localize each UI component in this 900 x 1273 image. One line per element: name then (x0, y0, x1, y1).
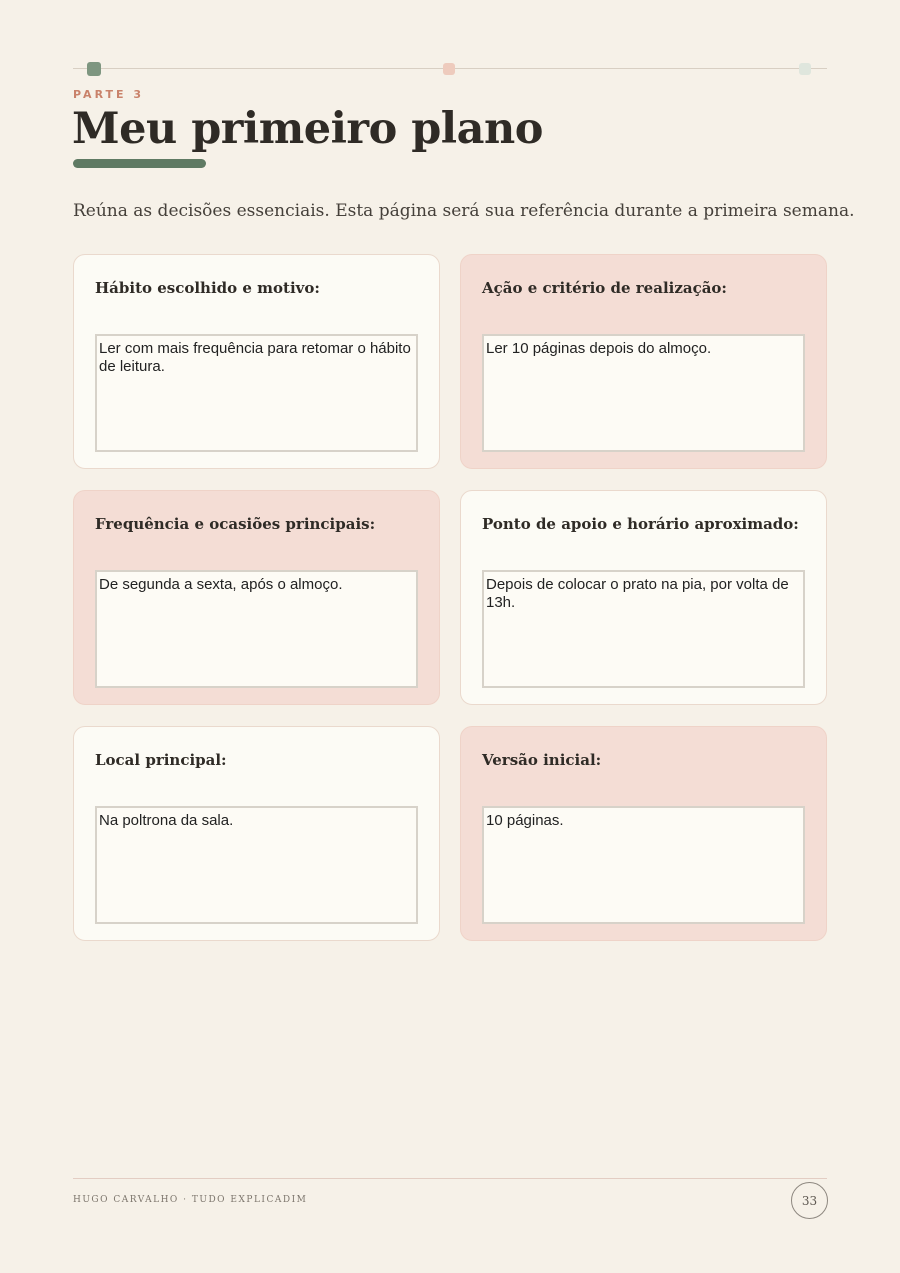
card-frequency (73, 490, 440, 705)
card-location (73, 726, 440, 941)
action-field[interactable]: Ler 10 páginas depois do almoço. (482, 334, 805, 452)
title-underline (73, 159, 206, 168)
footer-divider (73, 1178, 827, 1179)
card-habit (73, 254, 440, 469)
progress-dot (799, 63, 811, 75)
card-label: Frequência e ocasiões principais: (95, 515, 376, 533)
card-label: Ponto de apoio e horário aproximado: (482, 515, 799, 533)
card-action (460, 254, 827, 469)
progress-indicator (73, 62, 827, 76)
initial-version-field[interactable]: 10 páginas. (482, 806, 805, 924)
card-label: Ação e critério de realização: (482, 279, 727, 297)
card-label: Hábito escolhido e motivo: (95, 279, 320, 297)
card-label: Local principal: (95, 751, 227, 769)
anchor-field[interactable]: Depois de colocar o prato na pia, por volta de 13h. (482, 570, 805, 688)
progress-dot (443, 63, 455, 75)
progress-dot-active (87, 62, 101, 76)
page-number: 33 (791, 1182, 828, 1219)
card-anchor (460, 490, 827, 705)
intro-text: Reúna as decisões essenciais. Esta página será sua referência durante a primeira semana. (73, 201, 855, 221)
card-label: Versão inicial: (482, 751, 602, 769)
page-title: Meu primeiro plano (72, 104, 543, 154)
card-initial-version (460, 726, 827, 941)
footer-credit: HUGO CARVALHO · TUDO EXPLICADIM (73, 1195, 308, 1205)
frequency-field[interactable]: De segunda a sexta, após o almoço. (95, 570, 418, 688)
location-field[interactable]: Na poltrona da sala. (95, 806, 418, 924)
section-eyebrow: PARTE 3 (73, 88, 145, 101)
habit-field[interactable]: Ler com mais frequência para retomar o hábito de leitura. (95, 334, 418, 452)
